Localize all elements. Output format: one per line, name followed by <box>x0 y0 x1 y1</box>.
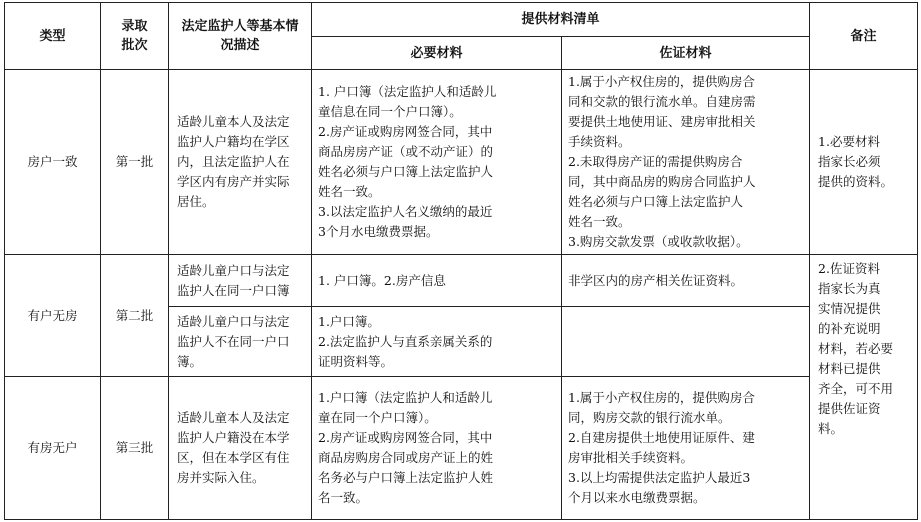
supporting-cell: 1.属于小产权住房的，提供购房合 同和交款的银行流水单。自建房需 要提供土地使用证、建房审批相关 手续资料。 2.未取得房产证的需提供购房合 同，其中商品房的购房合同监护人 姓名必须与户口簿上法定监护人 姓名一致。 3.购房交款发票（或收款收据）。 <box>562 70 810 255</box>
table-row <box>5 255 918 307</box>
type-cell: 房户一致 <box>5 70 101 255</box>
header-required: 必要材料 <box>312 37 562 70</box>
header-supporting: 佐证材料 <box>562 37 810 70</box>
note-cell-2: 2.佐证资料 指家长为真 实情况提供 的补充说明 材料，若必要 材料已提供 齐全，可不用 提供佐证资 料。 <box>810 255 918 520</box>
required-cell: 1. 户口簿（法定监护人和适龄儿 童信息在同一个户口簿）。 2.房产证或购房网签合同，其中 商品房房产证（或不动产证）的 姓名必须与户口簿上法定监护人 姓名一致。 3.以法定监护人名义缴纳的最近 3个月水电缴费票据。 <box>312 70 562 255</box>
batch-cell: 第一批 <box>101 70 169 255</box>
type-cell: 有房无户 <box>5 377 101 520</box>
batch-cell: 第三批 <box>101 377 169 520</box>
supporting-cell <box>562 307 810 377</box>
batch-cell: 第二批 <box>101 255 169 377</box>
supporting-cell: 1.属于小产权住房的，提供购房合 同，购房交款的银行流水单。 2.自建房提供土地使用证原件、建 房审批相关手续资料。 3.以上均需提供法定监护人最近3 个月以来水电缴费票据。 <box>562 377 810 520</box>
table-row <box>5 377 918 520</box>
description-cell: 适龄儿童本人及法定 监护人户籍没在本学 区，但在本学区有住 房并实际入住。 <box>169 377 312 520</box>
header-row <box>5 3 918 37</box>
admission-materials-table <box>4 2 918 520</box>
header-type: 类型 <box>5 3 101 70</box>
header-batch: 录取 批次 <box>101 3 169 70</box>
required-cell: 1. 户口簿。2.房产信息 <box>312 255 562 307</box>
description-cell: 适龄儿童户口与法定 监护人不在同一户口 簿。 <box>169 307 312 377</box>
supporting-cell: 非学区内的房产相关佐证资料。 <box>562 255 810 307</box>
header-materials: 提供材料清单 <box>312 3 810 37</box>
type-cell: 有户无房 <box>5 255 101 377</box>
required-cell: 1.户口簿（法定监护人和适龄儿 童在同一个户口簿）。 2.房产证或购房网签合同，其中 商品房购房合同或房产证上的姓 名务必与户口簿上法定监护人姓 名一致。 <box>312 377 562 520</box>
required-cell: 1.户口簿。 2.法定监护人与直系亲属关系的 证明资料等。 <box>312 307 562 377</box>
header-description: 法定监护人等基本情 况描述 <box>169 3 312 70</box>
description-cell: 适龄儿童本人及法定 监护人户籍均在学区 内，且法定监护人在 学区内有房产并实际 居住。 <box>169 70 312 255</box>
note-cell-1: 1.必要材料 指家长必须 提供的资料。 <box>810 70 918 255</box>
table-row <box>5 70 918 255</box>
header-notes: 备注 <box>810 3 918 70</box>
description-cell: 适龄儿童户口与法定 监护人在同一户口簿 <box>169 255 312 307</box>
